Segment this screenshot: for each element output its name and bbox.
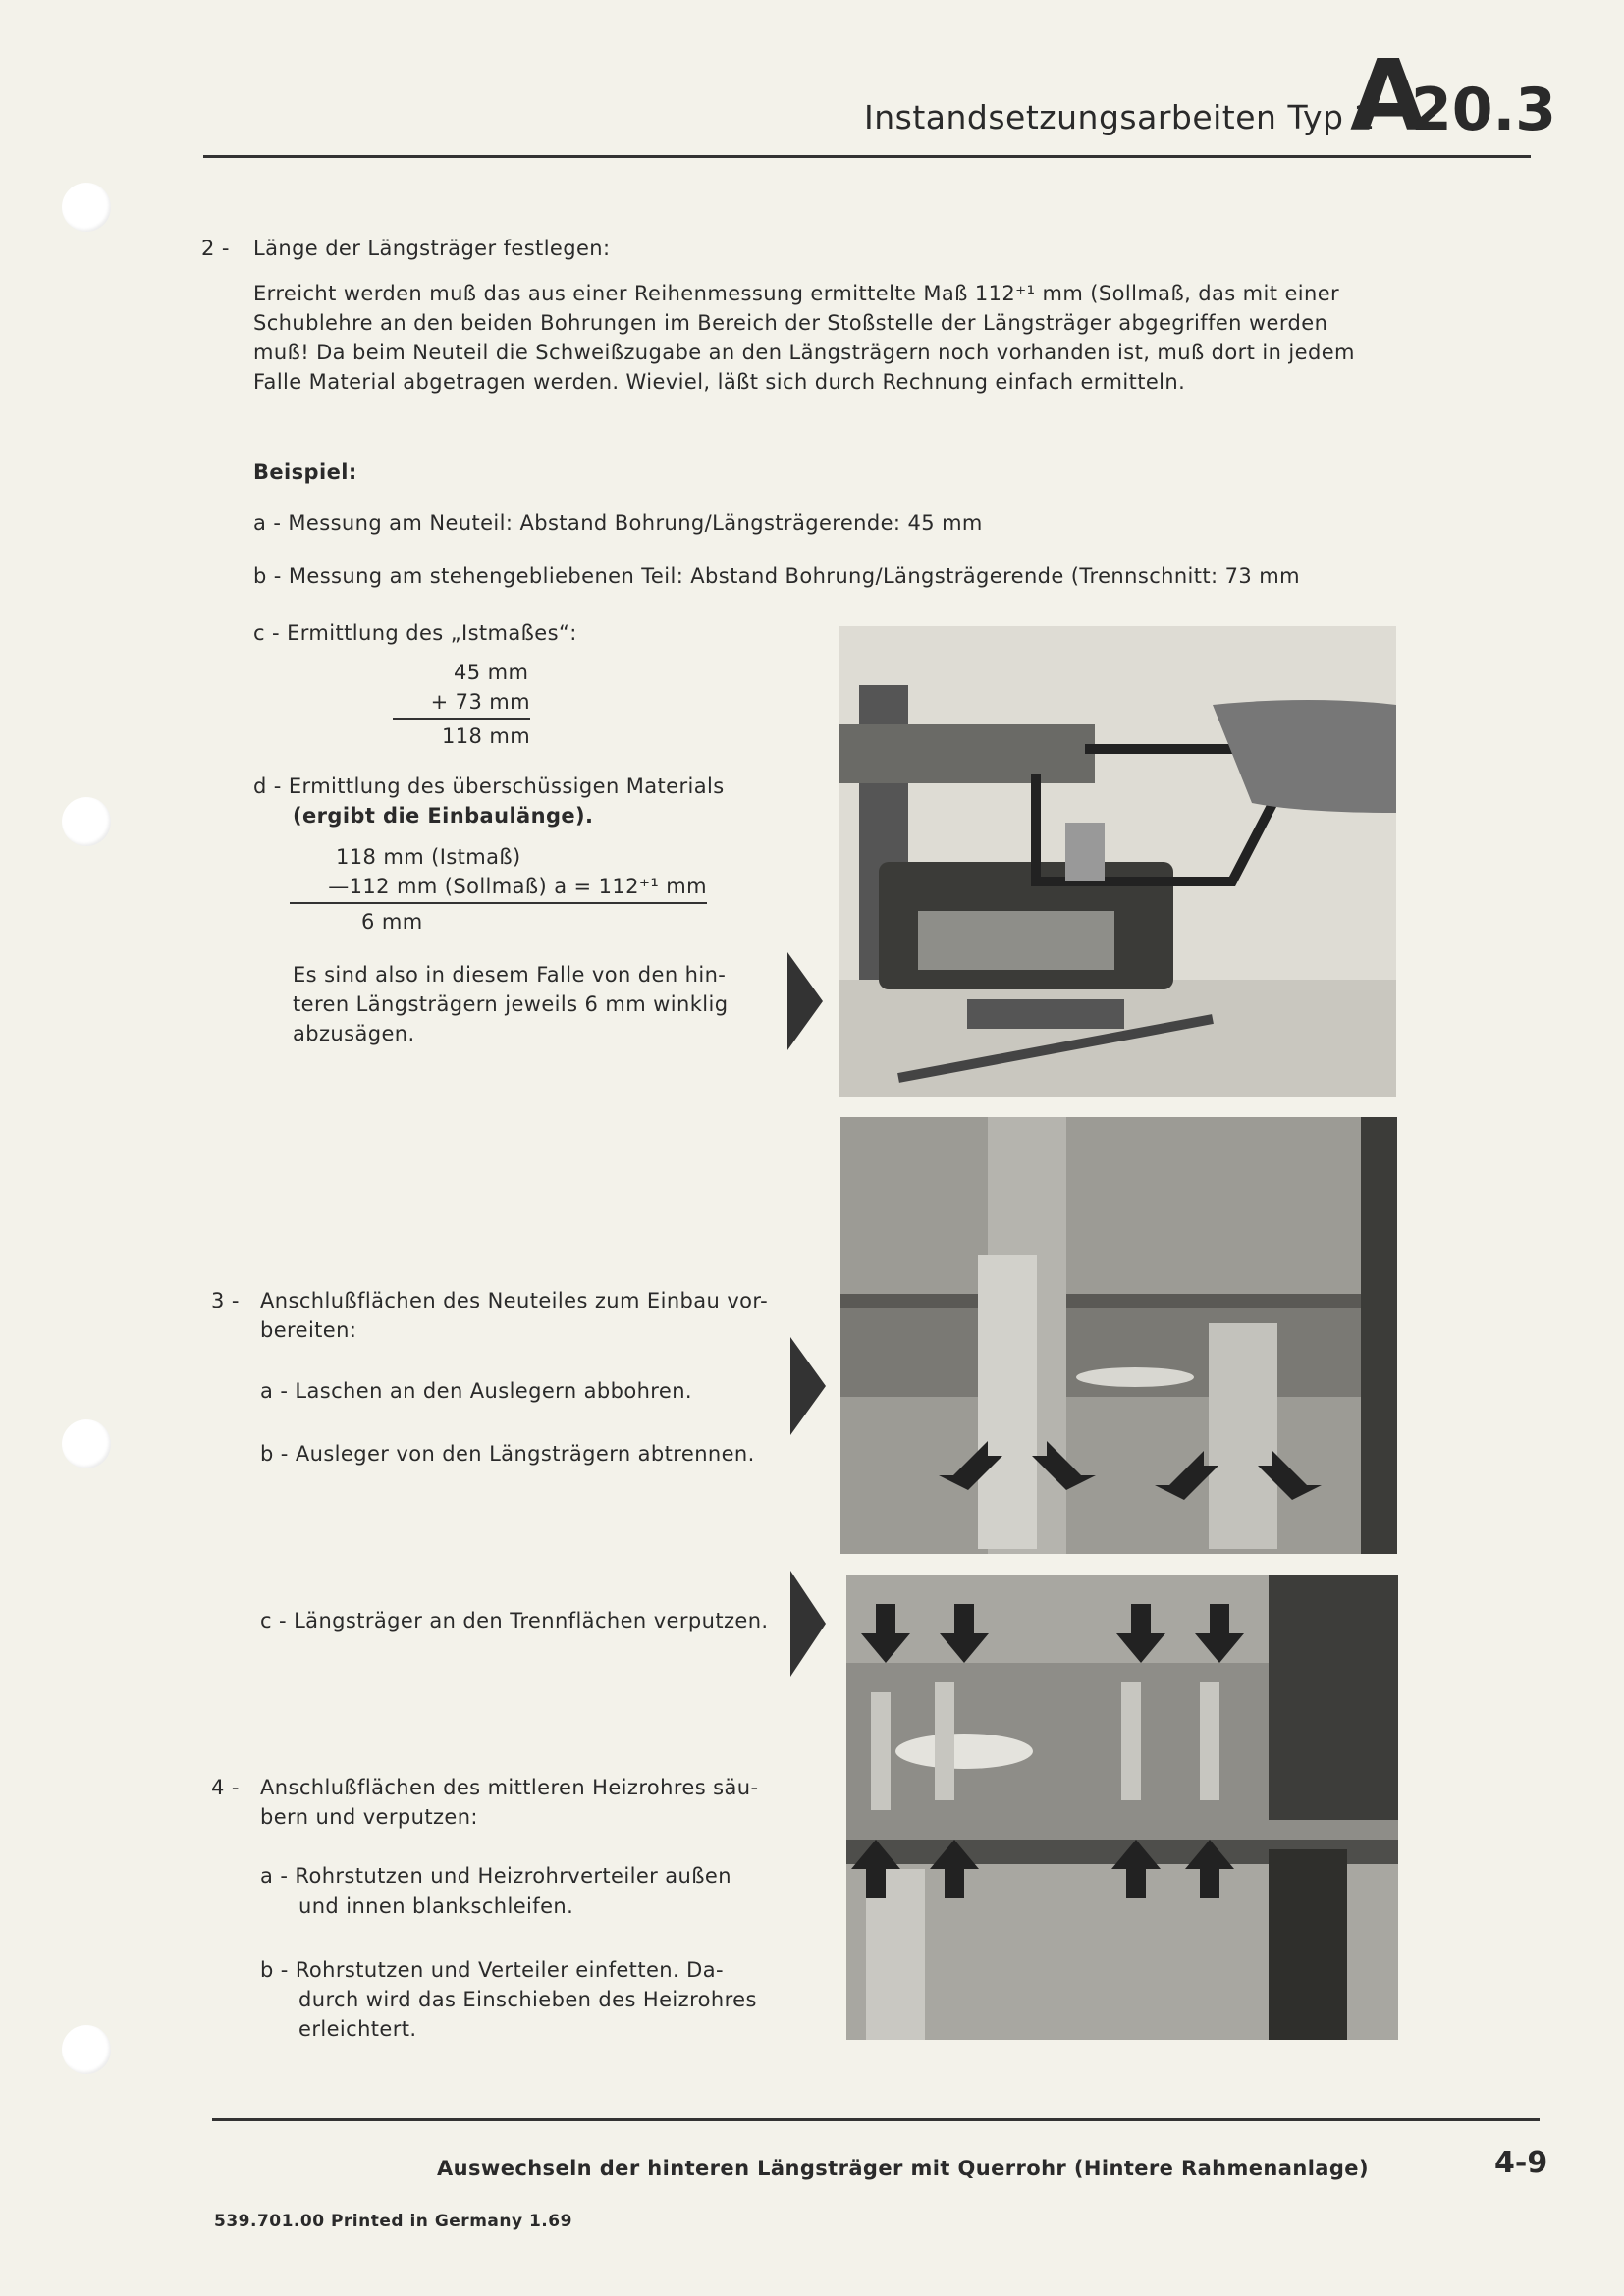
imprint: 539.701.00 Printed in Germany 1.69 xyxy=(214,2212,572,2231)
example-item-d: d - Ermittlung des überschüssigen Materials xyxy=(253,774,725,798)
example-item-d-note: (ergibt die Einbaulänge). xyxy=(293,804,594,828)
calc1-line: 45 mm xyxy=(454,661,529,684)
step4-item-a: a - Rohrstutzen und Heizrohrverteiler außen xyxy=(260,1864,731,1888)
step4-number: 4 - xyxy=(211,1776,240,1799)
pointer-arrow-icon xyxy=(785,952,825,1050)
step4-heading: bern und verputzen: xyxy=(260,1805,478,1829)
calc2-line: 118 mm (Istmaß) xyxy=(336,845,521,869)
footer-title: Auswechseln der hinteren Längsträger mit Querrohr (Hintere Rahmenanlage) xyxy=(437,2157,1369,2180)
header-code-number: 20.3 xyxy=(1411,76,1557,144)
example-item-a: a - Messung am Neuteil: Abstand Bohrung/Längsträgerende: 45 mm xyxy=(253,511,983,535)
step3-heading: Anschlußflächen des Neuteiles zum Einbau vor- xyxy=(260,1289,769,1312)
punch-hole xyxy=(62,183,111,232)
pointer-arrow-icon xyxy=(788,1337,828,1435)
step3-number: 3 - xyxy=(211,1289,240,1312)
step2-paragraph-line: Schublehre an den beiden Bohrungen im Bereich der Stoßstelle der Längsträger abgegriffen werden xyxy=(253,311,1328,335)
step4-item-b-cont: durch wird das Einschieben des Heizrohres xyxy=(298,1988,757,2011)
photo-saw-cutting xyxy=(839,626,1396,1097)
page-number: 4-9 xyxy=(1494,2146,1548,2180)
header-code-letter: A xyxy=(1350,38,1427,153)
step3-item-c: c - Längsträger an den Trennflächen verputzen. xyxy=(260,1609,769,1632)
calc2-result: 6 mm xyxy=(361,910,423,934)
punch-hole xyxy=(62,2025,111,2074)
header-rule xyxy=(203,155,1531,158)
punch-hole xyxy=(62,1419,111,1468)
punch-hole xyxy=(62,797,111,846)
photo-outrigger-tabs xyxy=(840,1117,1397,1554)
step4-item-a-cont: und innen blankschleifen. xyxy=(298,1895,574,1918)
example-item-b: b - Messung am stehengebliebenen Teil: Abstand Bohrung/Längsträgerende (Trennschnitt: 73 mm xyxy=(253,564,1300,588)
footer-rule xyxy=(212,2118,1540,2121)
step2-number: 2 - xyxy=(201,237,230,260)
conclusion-line: abzusägen. xyxy=(293,1022,415,1045)
conclusion-line: Es sind also in diesem Falle von den hin- xyxy=(293,963,727,987)
conclusion-line: teren Längsträgern jeweils 6 mm winklig xyxy=(293,992,729,1016)
step2-paragraph-line: Falle Material abgetragen werden. Wieviel, läßt sich durch Rechnung einfach ermitteln. xyxy=(253,370,1186,394)
calc1-line: + 73 mm xyxy=(393,687,530,720)
example-item-c: c - Ermittlung des „Istmaßes“: xyxy=(253,621,577,645)
photo-cleaned-surfaces xyxy=(846,1575,1398,2040)
step3-item-b: b - Ausleger von den Längsträgern abtrennen. xyxy=(260,1442,755,1466)
step2-heading: Länge der Längsträger festlegen: xyxy=(253,237,611,260)
step4-item-b-cont: erleichtert. xyxy=(298,2017,417,2041)
header-title: Instandsetzungsarbeiten Typ 2 xyxy=(864,98,1376,136)
step4-heading: Anschlußflächen des mittleren Heizrohres säu- xyxy=(260,1776,759,1799)
step2-paragraph-line: Erreicht werden muß das aus einer Reihenmessung ermittelte Maß 112⁺¹ mm (Sollmaß, das mit einer xyxy=(253,282,1340,305)
step2-paragraph-line: muß! Da beim Neuteil die Schweißzugabe an den Längsträgern noch vorhanden ist, muß dort in jedem xyxy=(253,341,1355,364)
step4-item-b: b - Rohrstutzen und Verteiler einfetten. Da- xyxy=(260,1958,724,1982)
example-label: Beispiel: xyxy=(253,460,357,484)
pointer-arrow-icon xyxy=(788,1571,828,1677)
step3-item-a: a - Laschen an den Auslegern abbohren. xyxy=(260,1379,692,1403)
step3-heading: bereiten: xyxy=(260,1318,357,1342)
calc1-result: 118 mm xyxy=(442,724,531,748)
calc2-line: —112 mm (Sollmaß) a = 112⁺¹ mm xyxy=(290,872,707,904)
